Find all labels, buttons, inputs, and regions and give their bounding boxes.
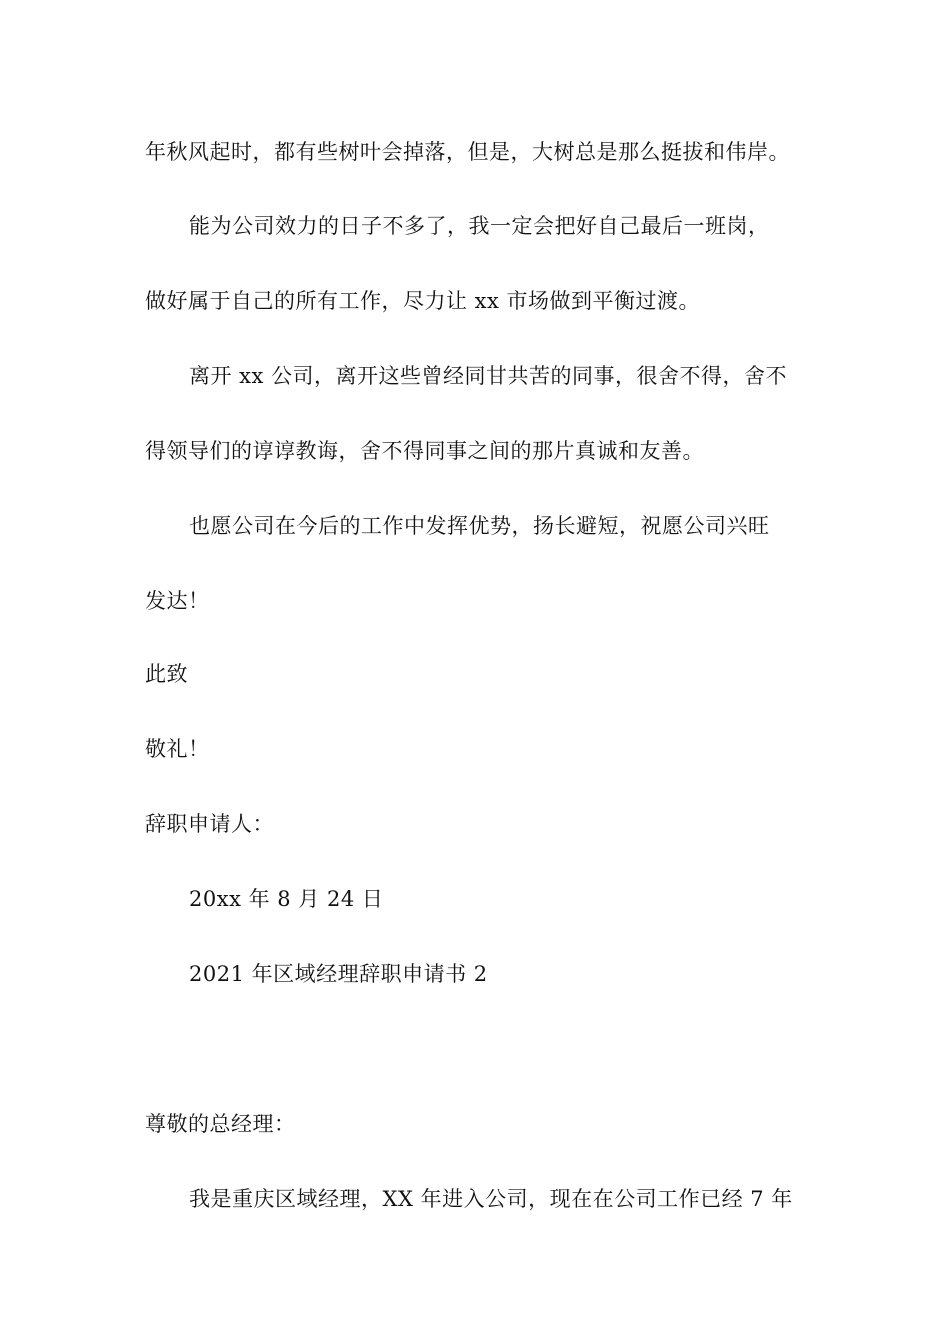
- date-line: 20xx 年 8 月 24 日: [189, 887, 384, 911]
- closing-regards: 敬礼！: [145, 737, 210, 761]
- body-text-line: 发达！: [145, 589, 210, 613]
- body-text-line: 年秋风起时，都有些树叶会掉落，但是，大树总是那么挺拔和伟岸。: [145, 140, 790, 164]
- paragraph-text-line: 我是重庆区域经理，XX 年进入公司，现在在公司工作已经 7 年: [189, 1187, 793, 1211]
- signature-label: 辞职申请人：: [145, 812, 274, 836]
- paragraph-text-line: 也愿公司在今后的工作中发挥优势，扬长避短，祝愿公司兴旺: [189, 514, 770, 538]
- closing-salutation: 此致: [145, 662, 188, 686]
- paragraph-text-line: 离开 xx 公司，离开这些曾经同甘共苦的同事，很舍不得，舍不: [189, 364, 788, 388]
- body-text-line: 做好属于自己的所有工作，尽力让 xx 市场做到平衡过渡。: [145, 289, 701, 313]
- document-heading: 2021 年区域经理辞职申请书 2: [189, 962, 488, 986]
- letter-greeting: 尊敬的总经理：: [145, 1112, 296, 1136]
- paragraph-text-line: 能为公司效力的日子不多了，我一定会把好自己最后一班岗，: [189, 214, 770, 238]
- body-text-line: 得领导们的谆谆教诲，舍不得同事之间的那片真诚和友善。: [145, 439, 704, 463]
